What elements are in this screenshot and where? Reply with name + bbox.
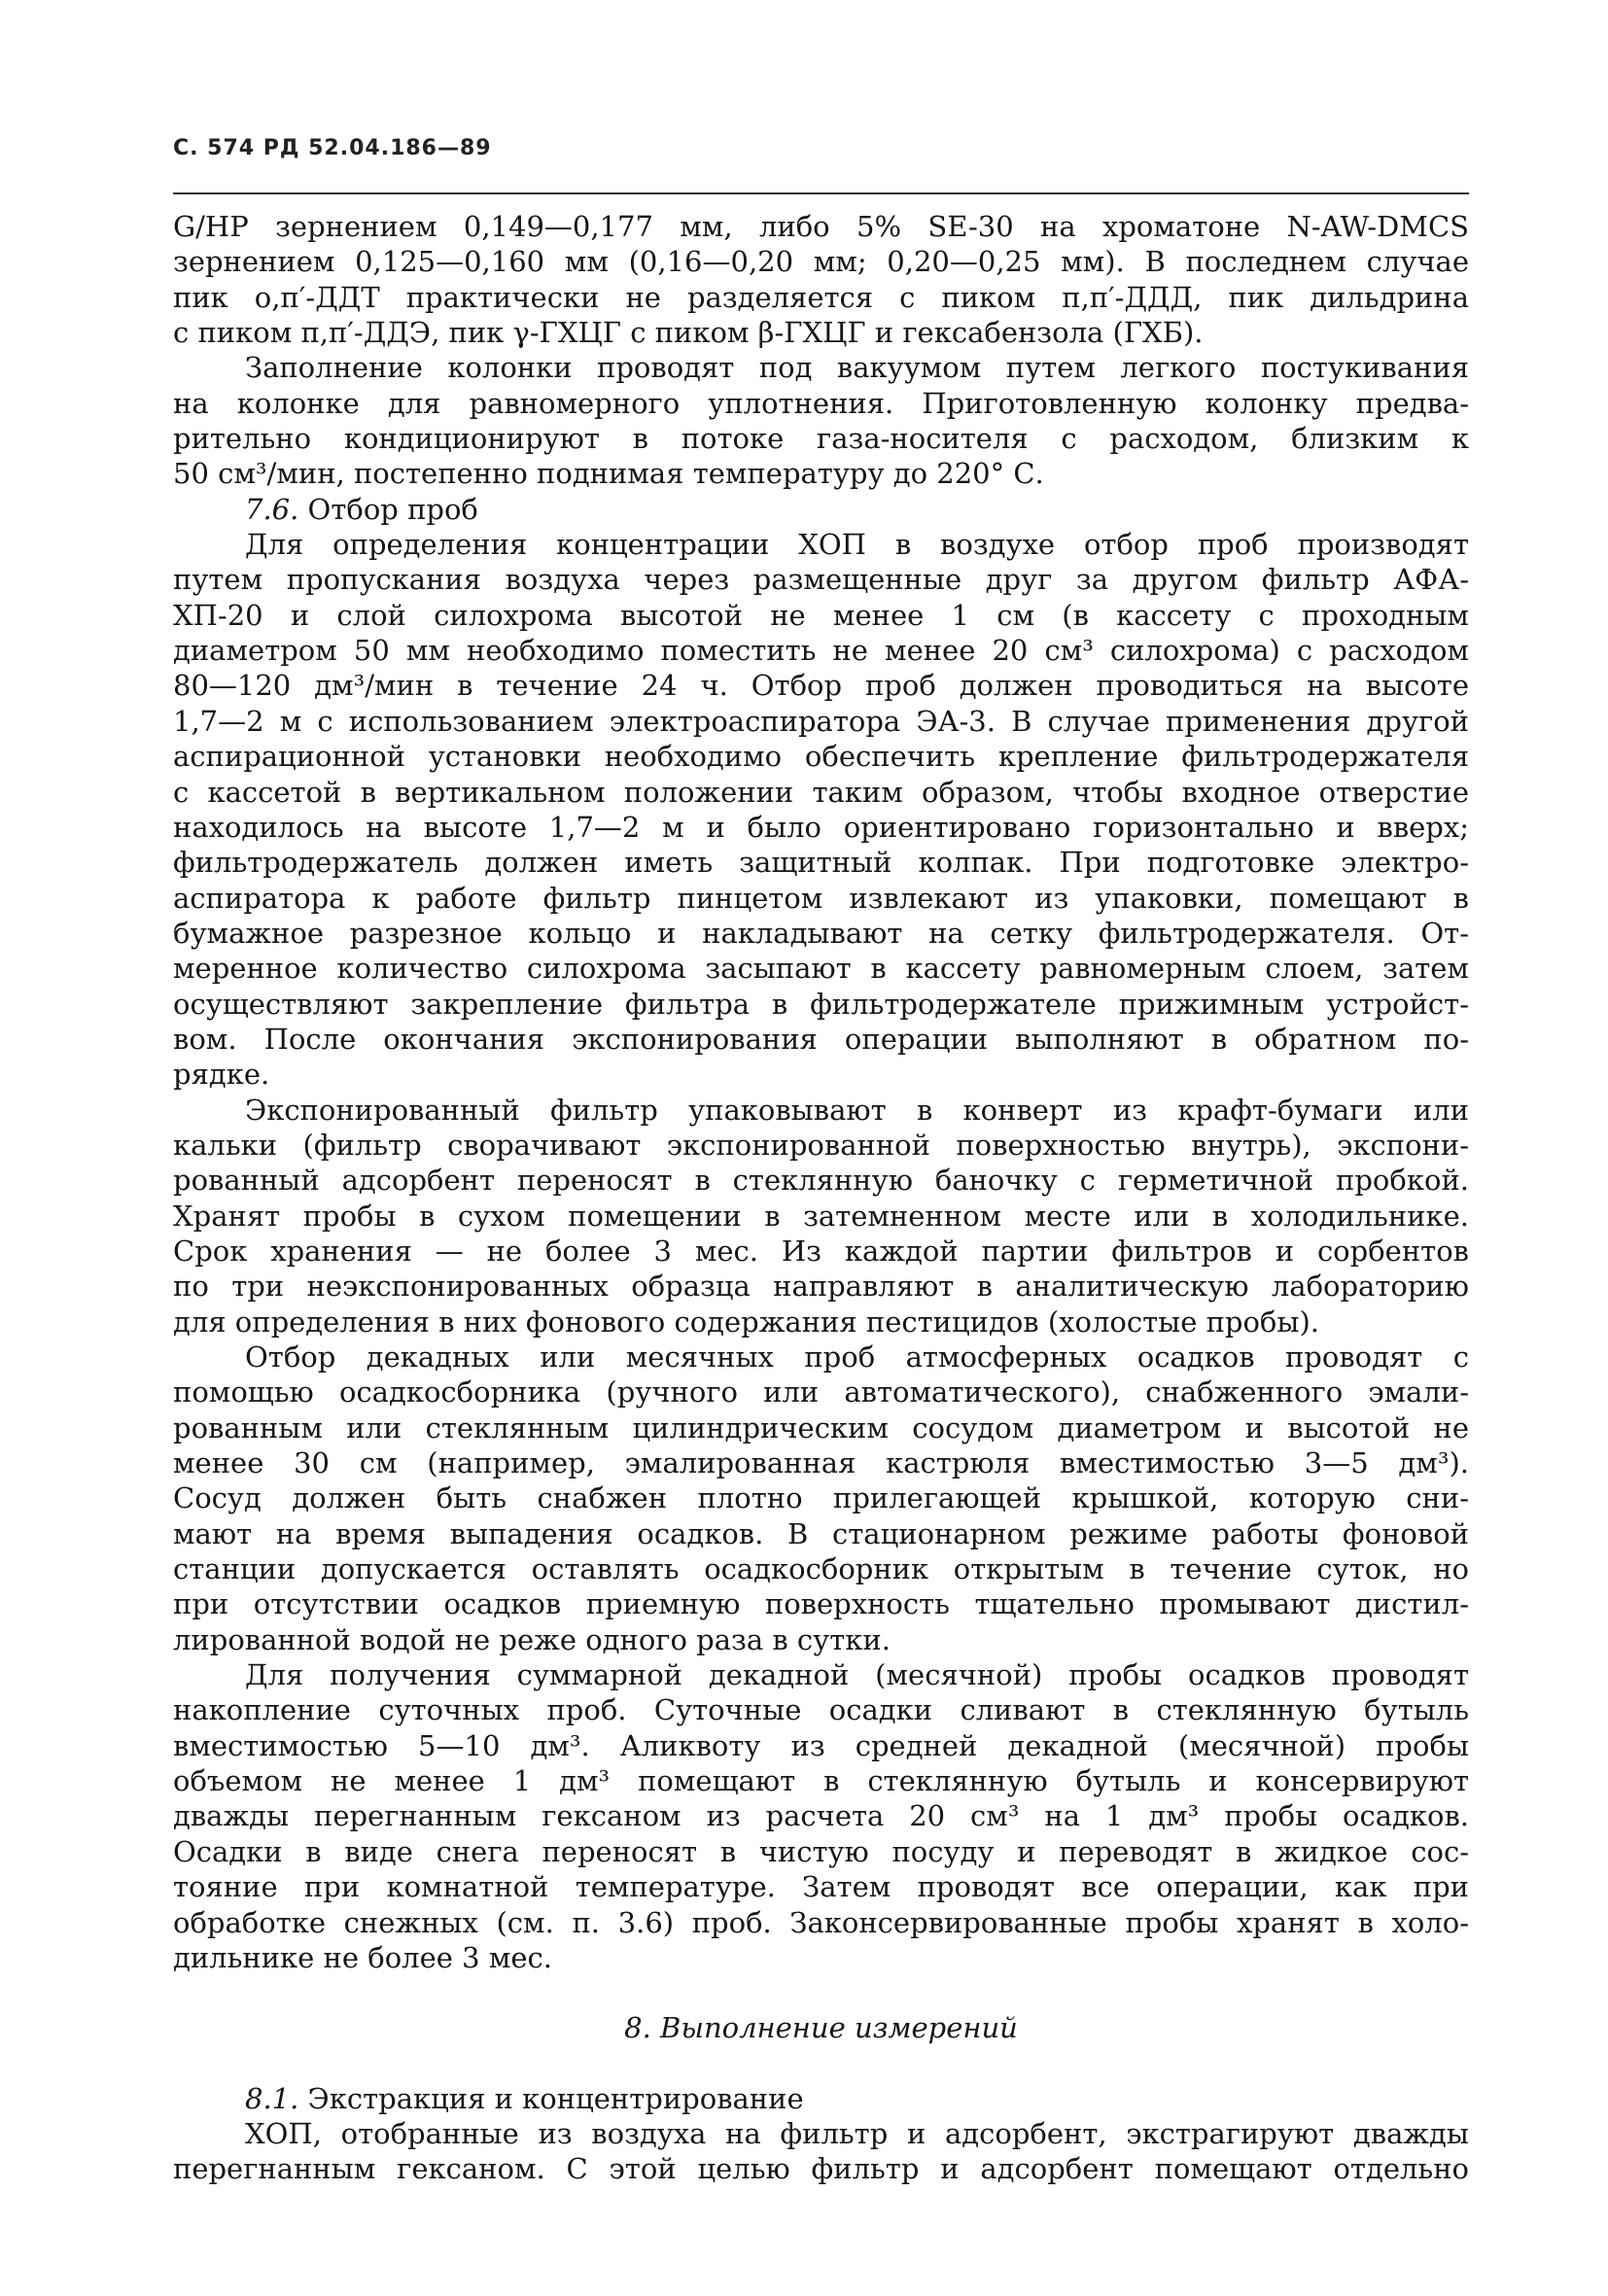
text-line: диаметром 50 мм необходимо поместить не менее 20 см³ силохрома) с расходом <box>173 634 1469 668</box>
text-line: путем пропускания воздуха через размещенные друг за другом фильтр АФА- <box>173 563 1469 597</box>
text-line: лированной водой не реже одного раза в сутки. <box>173 1622 891 1656</box>
text-line: 50 см³/мин, постепенно поднимая температуру до 220° С. <box>173 457 1044 491</box>
text-line: 8.1. Экстракция и концентрирование <box>245 2081 804 2115</box>
header-rule <box>173 192 1469 194</box>
text-line: зернением 0,125—0,160 мм (0,16—0,20 мм; 0,20—0,25 мм). В последнем случае <box>173 245 1469 279</box>
text-line: по три неэкспонированных образца направляют в аналитическую лабораторию <box>173 1270 1469 1304</box>
text-line: объемом не менее 1 дм³ помещают в стеклянную бутыль и консервируют <box>173 1764 1469 1798</box>
text-line: перегнанным гексаном. С этой целью фильтр и адсорбент помещают отдельно <box>173 2152 1469 2186</box>
page-header: С. 574 РД 52.04.186—89 <box>173 136 492 160</box>
text-line: Заполнение колонки проводят под вакуумом путем легкого постукивания <box>245 351 1469 385</box>
text-line: Срок хранения — не более 3 мес. Из каждой партии фильтров и сорбентов <box>173 1234 1469 1268</box>
text-line: Осадки в виде снега переносят в чистую посуду и переводят в жидкое сос- <box>173 1834 1469 1868</box>
text-line: рительно кондиционируют в потоке газа-носителя с расходом, близким к <box>173 422 1469 456</box>
text-line: мают на время выпадения осадков. В стационарном режиме работы фоновой <box>173 1516 1469 1550</box>
body-text <box>173 209 1469 2187</box>
blank-line <box>173 1975 1469 2010</box>
text-line: 1,7—2 м с использованием электроаспиратора ЭА-3. В случае применения другой <box>173 704 1469 738</box>
text-line: аспиратора к работе фильтр пинцетом извлекают из упаковки, помещают в <box>173 881 1469 915</box>
text-line: станции допускается оставлять осадкосборник открытым в течение суток, но <box>173 1552 1469 1586</box>
text-line: рованный адсорбент переносят в стеклянную баночку с герметичной пробкой. <box>173 1164 1469 1198</box>
text-line: кальки (фильтр сворачивают экспонированной поверхностью внутрь), экспони- <box>173 1128 1469 1162</box>
text-line: рядке. <box>173 1058 270 1092</box>
text-line: вом. После окончания экспонирования операции выполняют в обратном по- <box>173 1022 1469 1056</box>
text-line: Для определения концентрации ХОП в воздухе отбор проб производят <box>245 528 1469 562</box>
text-line: аспирационной установки необходимо обеспечить крепление фильтродержателя <box>173 740 1469 774</box>
text-line: ХП-20 и слой силохрома высотой не менее 1 см (в кассету с проходным <box>173 598 1469 632</box>
text-line: тояние при комнатной температуре. Затем проводят все операции, как при <box>173 1870 1469 1904</box>
text-line: Сосуд должен быть снабжен плотно прилегающей крышкой, которую сни- <box>173 1481 1469 1515</box>
text-line: с пиком п,п′-ДДЭ, пик γ-ГХЦГ с пиком β-ГХЦГ и гексабензола (ГХБ). <box>173 316 1204 350</box>
text-line: рованным или стеклянным цилиндрическим сосудом диаметром и высотой не <box>173 1410 1469 1444</box>
text-line: 80—120 дм³/мин в течение 24 ч. Отбор проб должен проводиться на высоте <box>173 669 1469 703</box>
text-line: бумажное разрезное кольцо и накладывают на сетку фильтродержателя. От- <box>173 916 1469 950</box>
blank-line <box>173 2046 1469 2081</box>
text-line: для определения в них фонового содержания пестицидов (холостые пробы). <box>173 1305 1320 1339</box>
section-heading: 8. Выполнение измерений <box>624 2011 1018 2045</box>
text-line: Для получения суммарной декадной (месячной) пробы осадков проводят <box>245 1658 1469 1692</box>
text-line: G/HP зернением 0,149—0,177 мм, либо 5% SE-30 на хроматоне N-AW-DMCS <box>173 210 1469 243</box>
text-line: помощью осадкосборника (ручного или автоматического), снабженного эмали- <box>173 1375 1469 1409</box>
text-line: находилось на высоте 1,7—2 м и было ориентировано горизонтально и вверх; <box>173 810 1469 844</box>
text-line: вместимостью 5—10 дм³. Аликвоту из средней декадной (месячной) пробы <box>173 1728 1469 1762</box>
text-line: накопление суточных проб. Суточные осадки сливают в стеклянную бутыль <box>173 1693 1469 1727</box>
text-line: дильнике не более 3 мес. <box>173 1940 552 1974</box>
text-line: фильтродержатель должен иметь защитный колпак. При подготовке электро- <box>173 846 1469 880</box>
text-line: ХОП, отобранные из воздуха на фильтр и адсорбент, экстрагируют дважды <box>245 2116 1469 2150</box>
text-line: пик о,п′-ДДТ практически не разделяется с пиком п,п′-ДДД, пик дильдрина <box>173 280 1469 314</box>
text-line: Экспонированный фильтр упаковывают в конверт из крафт-бумаги или <box>245 1093 1469 1127</box>
text-line: меренное количество силохрома засыпают в кассету равномерным слоем, затем <box>173 952 1469 986</box>
text-line: при отсутствии осадков приемную поверхность тщательно промывают дистил- <box>173 1587 1469 1621</box>
text-line: с кассетой в вертикальном положении таким образом, чтобы входное отверстие <box>173 775 1469 809</box>
text-line: 7.6. Отбор проб <box>245 492 478 526</box>
text-line: дважды перегнанным гексаном из расчета 20 см³ на 1 дм³ пробы осадков. <box>173 1799 1469 1833</box>
text-line: на колонке для равномерного уплотнения. Приготовленную колонку предва- <box>173 386 1469 420</box>
text-line: менее 30 см (например, эмалированная кастрюля вместимостью 3—5 дм³). <box>173 1446 1469 1480</box>
text-line: обработке снежных (см. п. 3.6) проб. Законсервированные пробы хранят в холо- <box>173 1905 1469 1939</box>
text-line: Хранят пробы в сухом помещении в затемненном месте или в холодильнике. <box>173 1199 1469 1233</box>
text-line: Отбор декадных или месячных проб атмосферных осадков проводят с <box>245 1340 1469 1374</box>
text-line: осуществляют закрепление фильтра в фильтродержателе прижимным устройст- <box>173 987 1469 1021</box>
